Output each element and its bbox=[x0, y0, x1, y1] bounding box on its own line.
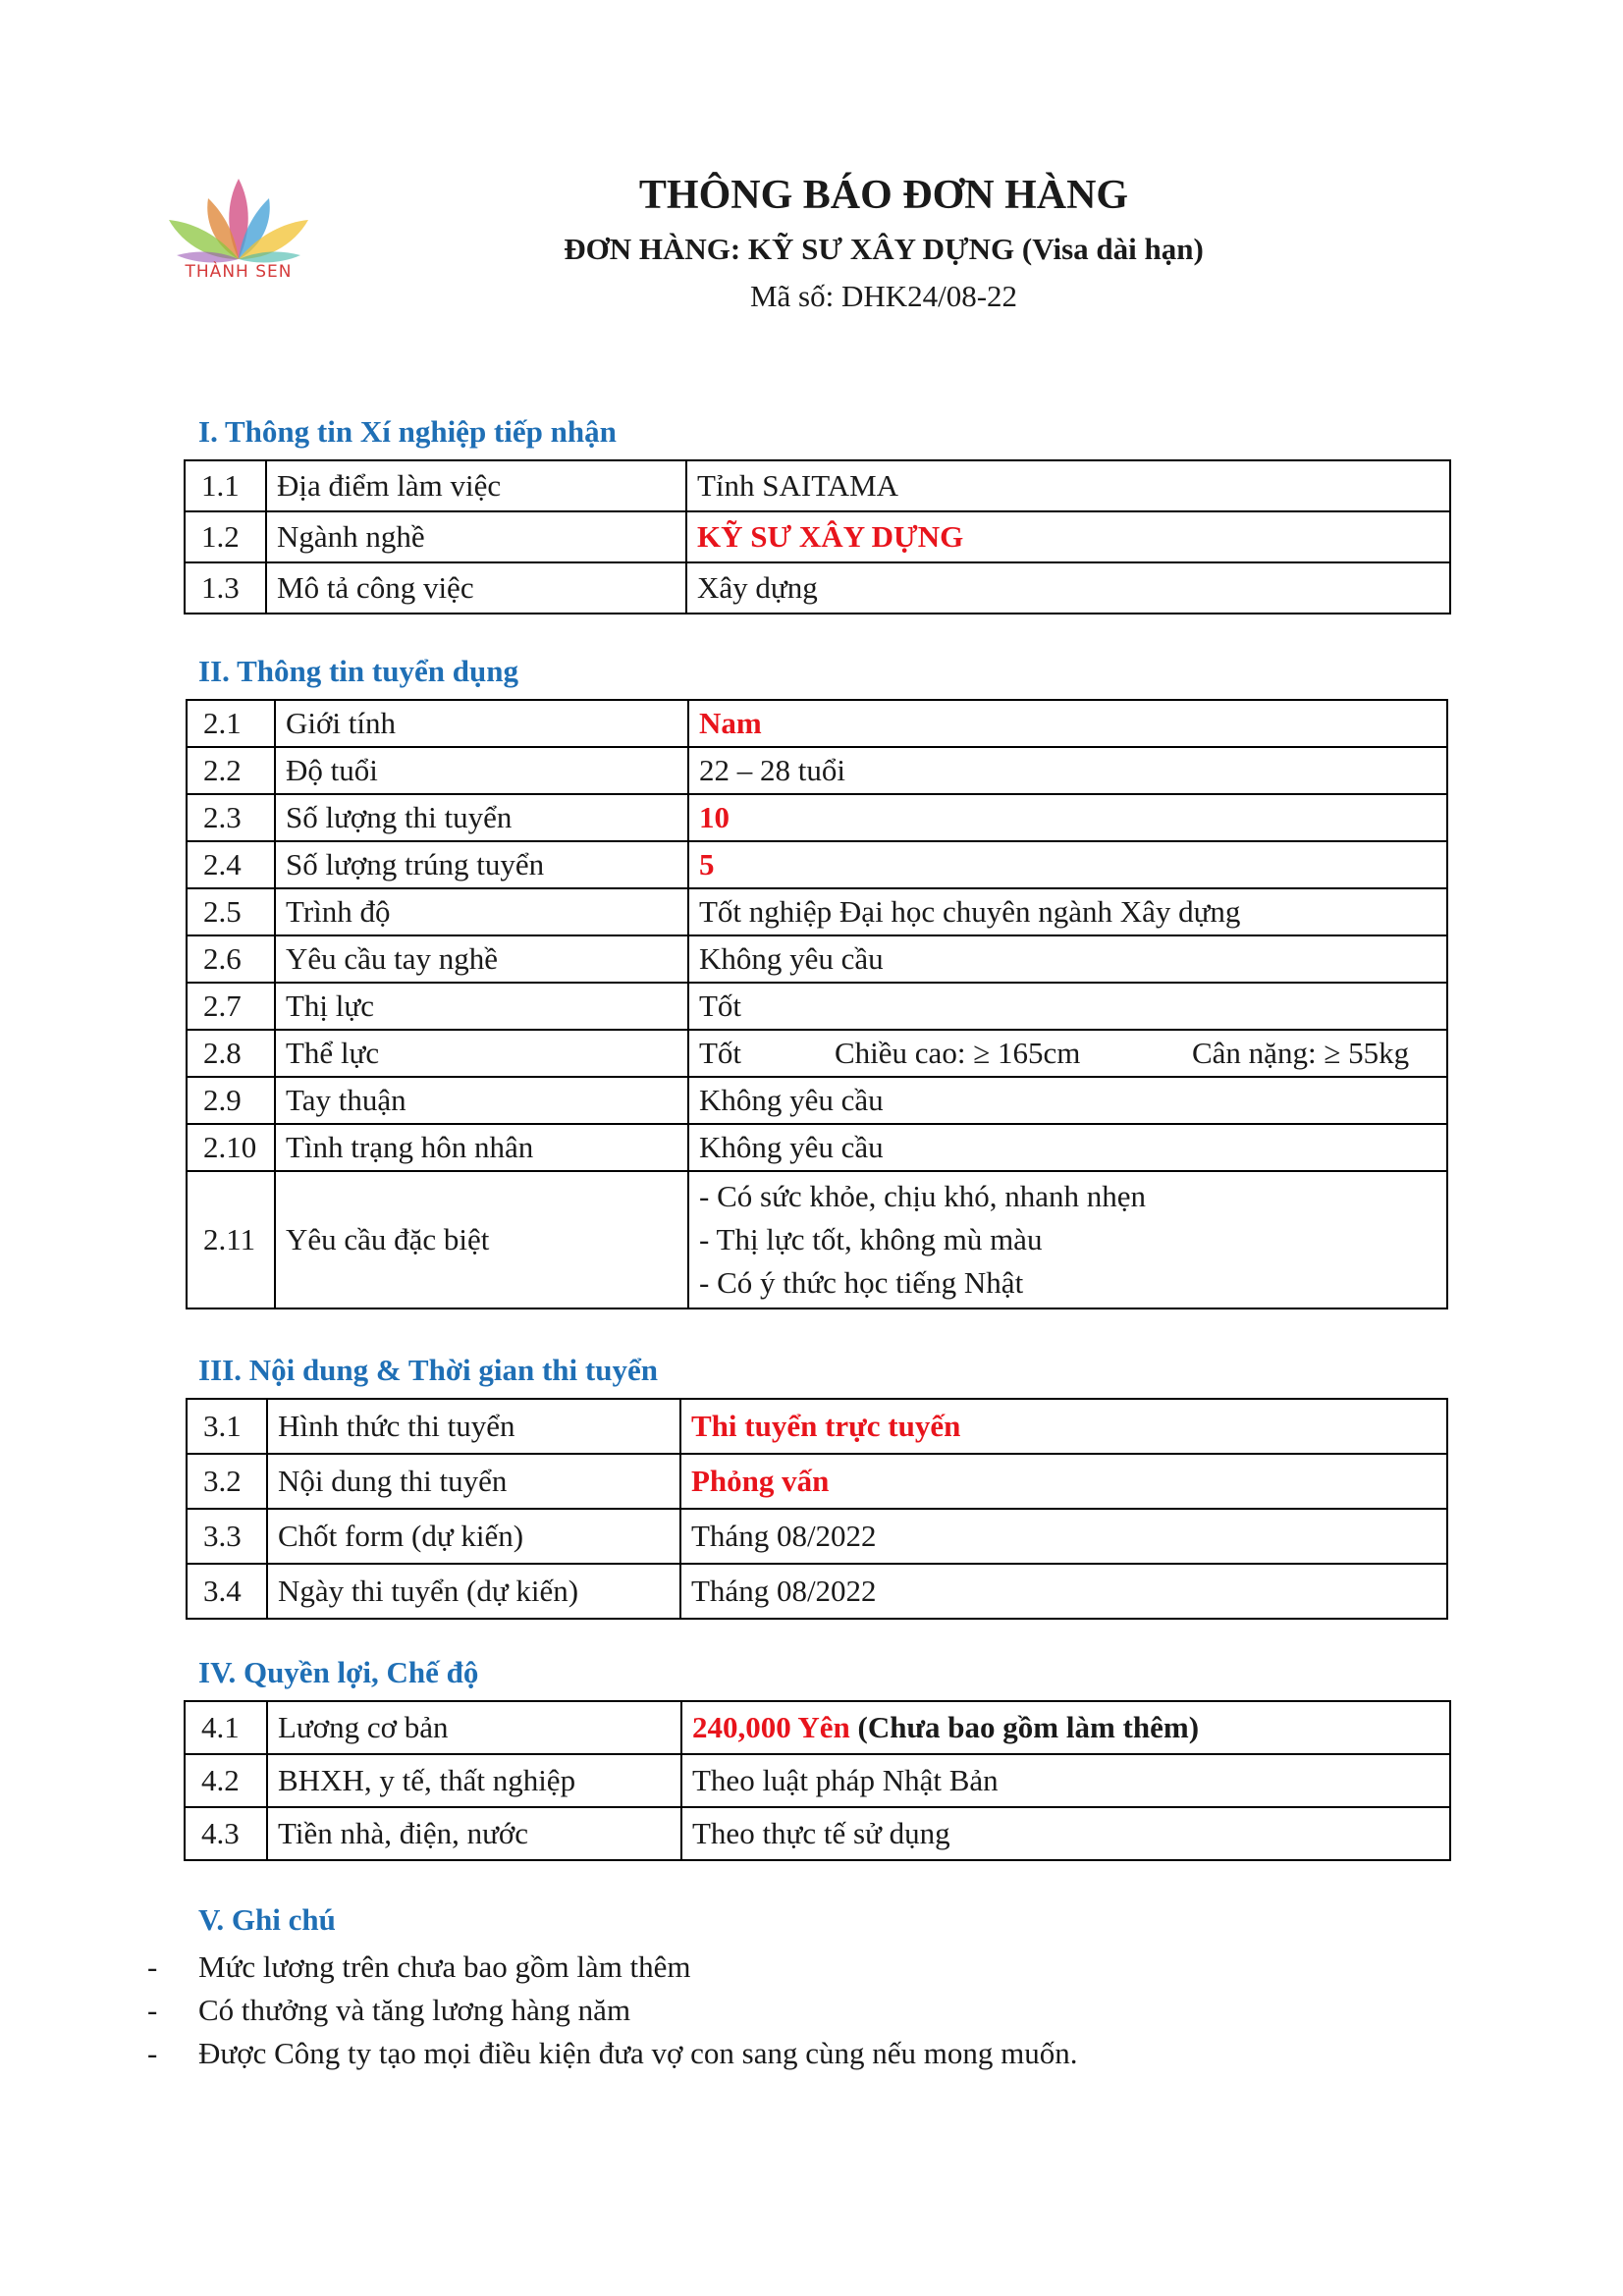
row-value: Theo luật pháp Nhật Bản bbox=[681, 1754, 1450, 1807]
row-number: 2.8 bbox=[187, 1030, 275, 1077]
row-value: Tháng 08/2022 bbox=[680, 1509, 1447, 1564]
table-row bbox=[187, 747, 1447, 794]
row-number: 4.3 bbox=[185, 1807, 267, 1860]
row-label: Độ tuổi bbox=[275, 747, 688, 794]
row-label: Mô tả công việc bbox=[266, 562, 686, 614]
height-requirement: Chiều cao: ≥ 165cm bbox=[835, 1036, 1081, 1070]
section-title-recruitment: II. Thông tin tuyển dụng bbox=[198, 654, 518, 688]
list-item: - Thị lực tốt, không mù màu bbox=[699, 1222, 1043, 1256]
table-row bbox=[187, 794, 1447, 841]
table-row bbox=[187, 1030, 1447, 1077]
salary-amount: 240,000 Yên bbox=[692, 1710, 850, 1744]
notes-list bbox=[147, 1946, 1078, 2075]
exam-info-table bbox=[186, 1398, 1448, 1620]
table-row bbox=[187, 1509, 1447, 1564]
table-row bbox=[185, 511, 1450, 562]
row-label: Giới tính bbox=[275, 700, 688, 747]
recruitment-info-table bbox=[186, 699, 1448, 1309]
row-value: Tháng 08/2022 bbox=[680, 1564, 1447, 1619]
row-number: 3.2 bbox=[187, 1454, 267, 1509]
row-label: BHXH, y tế, thất nghiệp bbox=[267, 1754, 681, 1807]
row-label: Thị lực bbox=[275, 983, 688, 1030]
company-info-table bbox=[184, 459, 1451, 614]
table-row bbox=[187, 1124, 1447, 1171]
row-label: Trình độ bbox=[275, 888, 688, 935]
row-number: 2.2 bbox=[187, 747, 275, 794]
row-value-list bbox=[688, 1171, 1447, 1308]
row-value: Tốt bbox=[688, 983, 1447, 1030]
table-row bbox=[187, 888, 1447, 935]
row-number: 2.6 bbox=[187, 935, 275, 983]
row-label: Tay thuận bbox=[275, 1077, 688, 1124]
row-label: Yêu cầu đặc biệt bbox=[275, 1171, 688, 1308]
table-row bbox=[187, 1077, 1447, 1124]
row-value: Tỉnh SAITAMA bbox=[686, 460, 1450, 511]
note-text: Mức lương trên chưa bao gồm làm thêm bbox=[198, 1949, 691, 1984]
row-number: 4.2 bbox=[185, 1754, 267, 1807]
row-number: 2.4 bbox=[187, 841, 275, 888]
table-row bbox=[187, 1564, 1447, 1619]
table-row bbox=[187, 1399, 1447, 1454]
table-row bbox=[187, 841, 1447, 888]
row-label: Nội dung thi tuyển bbox=[267, 1454, 680, 1509]
row-value: Không yêu cầu bbox=[688, 935, 1447, 983]
row-value: KỸ SƯ XÂY DỰNG bbox=[686, 511, 1450, 562]
row-value: 22 – 28 tuổi bbox=[688, 747, 1447, 794]
section-title-company: I. Thông tin Xí nghiệp tiếp nhận bbox=[198, 414, 617, 449]
row-number: 3.3 bbox=[187, 1509, 267, 1564]
table-row bbox=[185, 1807, 1450, 1860]
table-row bbox=[187, 983, 1447, 1030]
row-label: Địa điểm làm việc bbox=[266, 460, 686, 511]
list-item: - Mức lương trên chưa bao gồm làm thêm bbox=[147, 1949, 691, 1984]
section-title-exam: III. Nội dung & Thời gian thi tuyển bbox=[198, 1353, 658, 1387]
table-row bbox=[185, 1701, 1450, 1754]
row-label: Chốt form (dự kiến) bbox=[267, 1509, 680, 1564]
table-row bbox=[185, 562, 1450, 614]
page-title: THÔNG BÁO ĐƠN HÀNG bbox=[638, 173, 1129, 218]
list-item: - Được Công ty tạo mọi điều kiện đưa vợ con sang cùng nếu mong muốn. bbox=[147, 2036, 1078, 2070]
logo-text: THÀNH SEN bbox=[185, 262, 293, 282]
table-row bbox=[185, 1754, 1450, 1807]
list-item: - Có sức khỏe, chịu khó, nhanh nhẹn bbox=[699, 1179, 1147, 1213]
row-number: 2.7 bbox=[187, 983, 275, 1030]
row-label: Ngày thi tuyển (dự kiến) bbox=[267, 1564, 680, 1619]
row-number: 1.1 bbox=[185, 460, 266, 511]
row-label: Thể lực bbox=[275, 1030, 688, 1077]
row-value: 5 bbox=[688, 841, 1447, 888]
row-number: 2.10 bbox=[187, 1124, 275, 1171]
row-number: 1.3 bbox=[185, 562, 266, 614]
order-code: Mã số: DHK24/08-22 bbox=[749, 279, 1018, 313]
weight-requirement: Cân nặng: ≥ 55kg bbox=[1192, 1036, 1410, 1070]
page-subtitle: ĐƠN HÀNG: KỸ SƯ XÂY DỰNG (Visa dài hạn) bbox=[564, 232, 1204, 266]
salary-note: (Chưa bao gồm làm thêm) bbox=[857, 1710, 1200, 1744]
row-value: Phỏng vấn bbox=[680, 1454, 1447, 1509]
row-number: 3.4 bbox=[187, 1564, 267, 1619]
row-value: Theo thực tế sử dụng bbox=[681, 1807, 1450, 1860]
row-number: 1.2 bbox=[185, 511, 266, 562]
table-row bbox=[185, 460, 1450, 511]
row-label: Tình trạng hôn nhân bbox=[275, 1124, 688, 1171]
row-value-salary bbox=[681, 1701, 1450, 1754]
row-label: Số lượng trúng tuyển bbox=[275, 841, 688, 888]
row-value-physical bbox=[688, 1030, 1447, 1077]
list-item: - Có ý thức học tiếng Nhật bbox=[699, 1265, 1024, 1300]
row-value: Tốt nghiệp Đại học chuyên ngành Xây dựng bbox=[688, 888, 1447, 935]
row-number: 2.5 bbox=[187, 888, 275, 935]
row-label: Yêu cầu tay nghề bbox=[275, 935, 688, 983]
row-number: 4.1 bbox=[185, 1701, 267, 1754]
row-label: Tiền nhà, điện, nước bbox=[267, 1807, 681, 1860]
row-value: Xây dựng bbox=[686, 562, 1450, 614]
table-row bbox=[187, 1171, 1447, 1308]
row-value: Nam bbox=[688, 700, 1447, 747]
table-row bbox=[187, 935, 1447, 983]
row-label: Số lượng thi tuyển bbox=[275, 794, 688, 841]
row-number: 2.3 bbox=[187, 794, 275, 841]
table-row bbox=[187, 1454, 1447, 1509]
company-logo bbox=[157, 169, 320, 298]
section-title-notes: V. Ghi chú bbox=[198, 1902, 336, 1937]
note-text: Được Công ty tạo mọi điều kiện đưa vợ con sang cùng nếu mong muốn. bbox=[198, 2036, 1078, 2070]
note-text: Có thưởng và tăng lương hàng năm bbox=[198, 1993, 631, 2027]
lotus-icon bbox=[157, 169, 320, 271]
physical-status: Tốt bbox=[699, 1036, 742, 1070]
row-number: 3.1 bbox=[187, 1399, 267, 1454]
row-number: 2.9 bbox=[187, 1077, 275, 1124]
benefits-table bbox=[184, 1700, 1451, 1861]
row-label: Ngành nghề bbox=[266, 511, 686, 562]
row-value: Không yêu cầu bbox=[688, 1077, 1447, 1124]
section-title-benefits: IV. Quyền lợi, Chế độ bbox=[198, 1655, 479, 1689]
row-value: 10 bbox=[688, 794, 1447, 841]
row-label: Lương cơ bản bbox=[267, 1701, 681, 1754]
row-label: Hình thức thi tuyển bbox=[267, 1399, 680, 1454]
row-value: Thi tuyển trực tuyến bbox=[680, 1399, 1447, 1454]
row-value: Không yêu cầu bbox=[688, 1124, 1447, 1171]
row-number: 2.11 bbox=[187, 1171, 275, 1308]
row-number: 2.1 bbox=[187, 700, 275, 747]
list-item: - Có thưởng và tăng lương hàng năm bbox=[147, 1993, 631, 2027]
table-row bbox=[187, 700, 1447, 747]
